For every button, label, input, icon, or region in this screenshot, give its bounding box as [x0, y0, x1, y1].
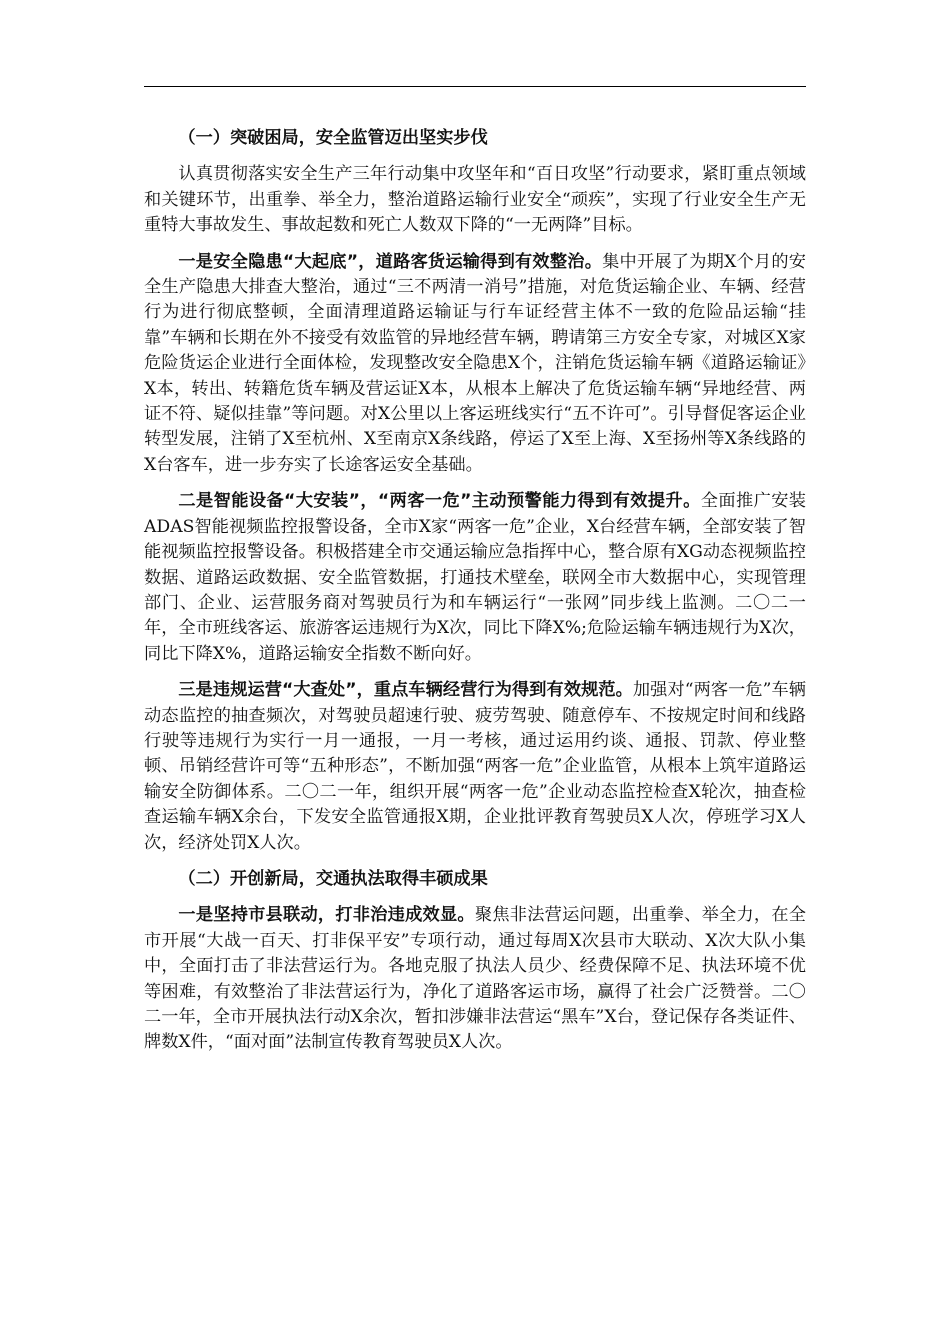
paragraph-lead: 二是智能设备“大安装”，“两客一危”主动预警能力得到有效提升。 [178, 491, 701, 512]
section-heading-1: （一）突破困局，安全监管迈出坚实步伐 [178, 128, 488, 148]
paragraph-body: 全面推广安装ADAS智能视频监控报警设备，全市X家“两客一危”企业，X台经营车辆，全部安装了智能视频监控报警设备。积极搭建全市交通运输应急指挥中心，整合原有XG动态视频监控数据、道路运政数据、安全监管数据，打通技术壁垒，联网全市大数据中心，实现管理部门、企业、运营服务商对驾驶员行为和车辆运行“一张网”同步线上监测。二〇二一年，全市班线客运、旅游客运违规行为X次，同比下降X%;危险运输车辆违规行为X次，同比下降X%，道路运输安全指数不断向好。 [144, 491, 806, 664]
section-1-intro: 认真贯彻落实安全生产三年行动集中攻坚年和“百日攻坚”行动要求，紧盯重点领域和关键环节，出重拳、举全力，整治道路运输行业安全“顽疾”，实现了行业安全生产无重特大事故发生、事故起数和死亡人数双下降的“一无两降”目标。 [144, 164, 806, 236]
paragraph-body: 加强对“两客一危”车辆动态监控的抽查频次，对驾驶员超速行驶、疲劳驾驶、随意停车、不按规定时间和线路行驶等违规行为实行一月一通报，一月一考核，通过运用约谈、通报、罚款、停业整顿、吊销经营许可等“五种形态”，不断加强“两客一危”企业监管，从根本上筑牢道路运输安全防御体系。二〇二一年，组织开展“两客一危”企业动态监控检查X轮次，抽查检查运输车辆X余台，下发安全监管通报X期，企业批评教育驾驶员X人次，停班学习X人次，经济处罚X人次。 [144, 680, 806, 853]
section-2-paragraph-1 [144, 903, 806, 1055]
document-body [144, 126, 806, 1067]
section-1-paragraph-1 [144, 250, 806, 479]
section-heading-2: （二）开创新局，交通执法取得丰硕成果 [178, 868, 488, 889]
paragraph-body: 集中开展了为期X个月的安全生产隐患大排查大整治，通过“三不两清一消号”措施，对危货运输企业、车辆、经营行为进行彻底整顿，全面清理道路运输证与行车证经营主体不一致的危险品运输“挂靠”车辆和长期在外不接受有效监管的异地经营车辆，聘请第三方安全专家，对城区X家危险货运企业进行全面体检，发现整改安全隐患X个，注销危货运输车辆《道路运输证》X本，转出、转籍危货车辆及营运证X本，从根本上解决了危货运输车辆“异地经营、两证不符、疑似挂靠”等问题。对X公里以上客运班线实行“五不许可”。引导督促客运企业转型发展，注销了X至杭州、X至南京X条线路，停运了X至上海、X至扬州等X条线路的X台客车，进一步夯实了长途客运安全基础。 [144, 251, 806, 475]
header-rule [144, 86, 806, 87]
paragraph-lead: 一是坚持市县联动，打非治违成效显。 [178, 905, 475, 926]
paragraph-lead: 三是违规运营“大查处”，重点车辆经营行为得到有效规范。 [178, 680, 633, 701]
section-1-paragraph-3 [144, 678, 806, 856]
paragraph-lead: 一是安全隐患“大起底”，道路客货运输得到有效整治。 [178, 251, 603, 272]
paragraph-body: 聚焦非法营运问题，出重拳、举全力，在全市开展“大战一百天、打非保平安”专项行动，通过每周X次县市大联动、X次大队小集中，全面打击了非法营运行为。各地克服了执法人员少、经费保障不足、执法环境不优等困难，有效整治了非法营运行为，净化了道路客运市场，赢得了社会广泛赞誉。二〇二一年，全市开展执法行动X余次，暂扣涉嫌非法营运“黑车”X台，登记保存各类证件、牌数X件，“面对面”法制宣传教育驾驶员X人次。 [144, 905, 806, 1053]
section-1-paragraph-2 [144, 489, 806, 667]
